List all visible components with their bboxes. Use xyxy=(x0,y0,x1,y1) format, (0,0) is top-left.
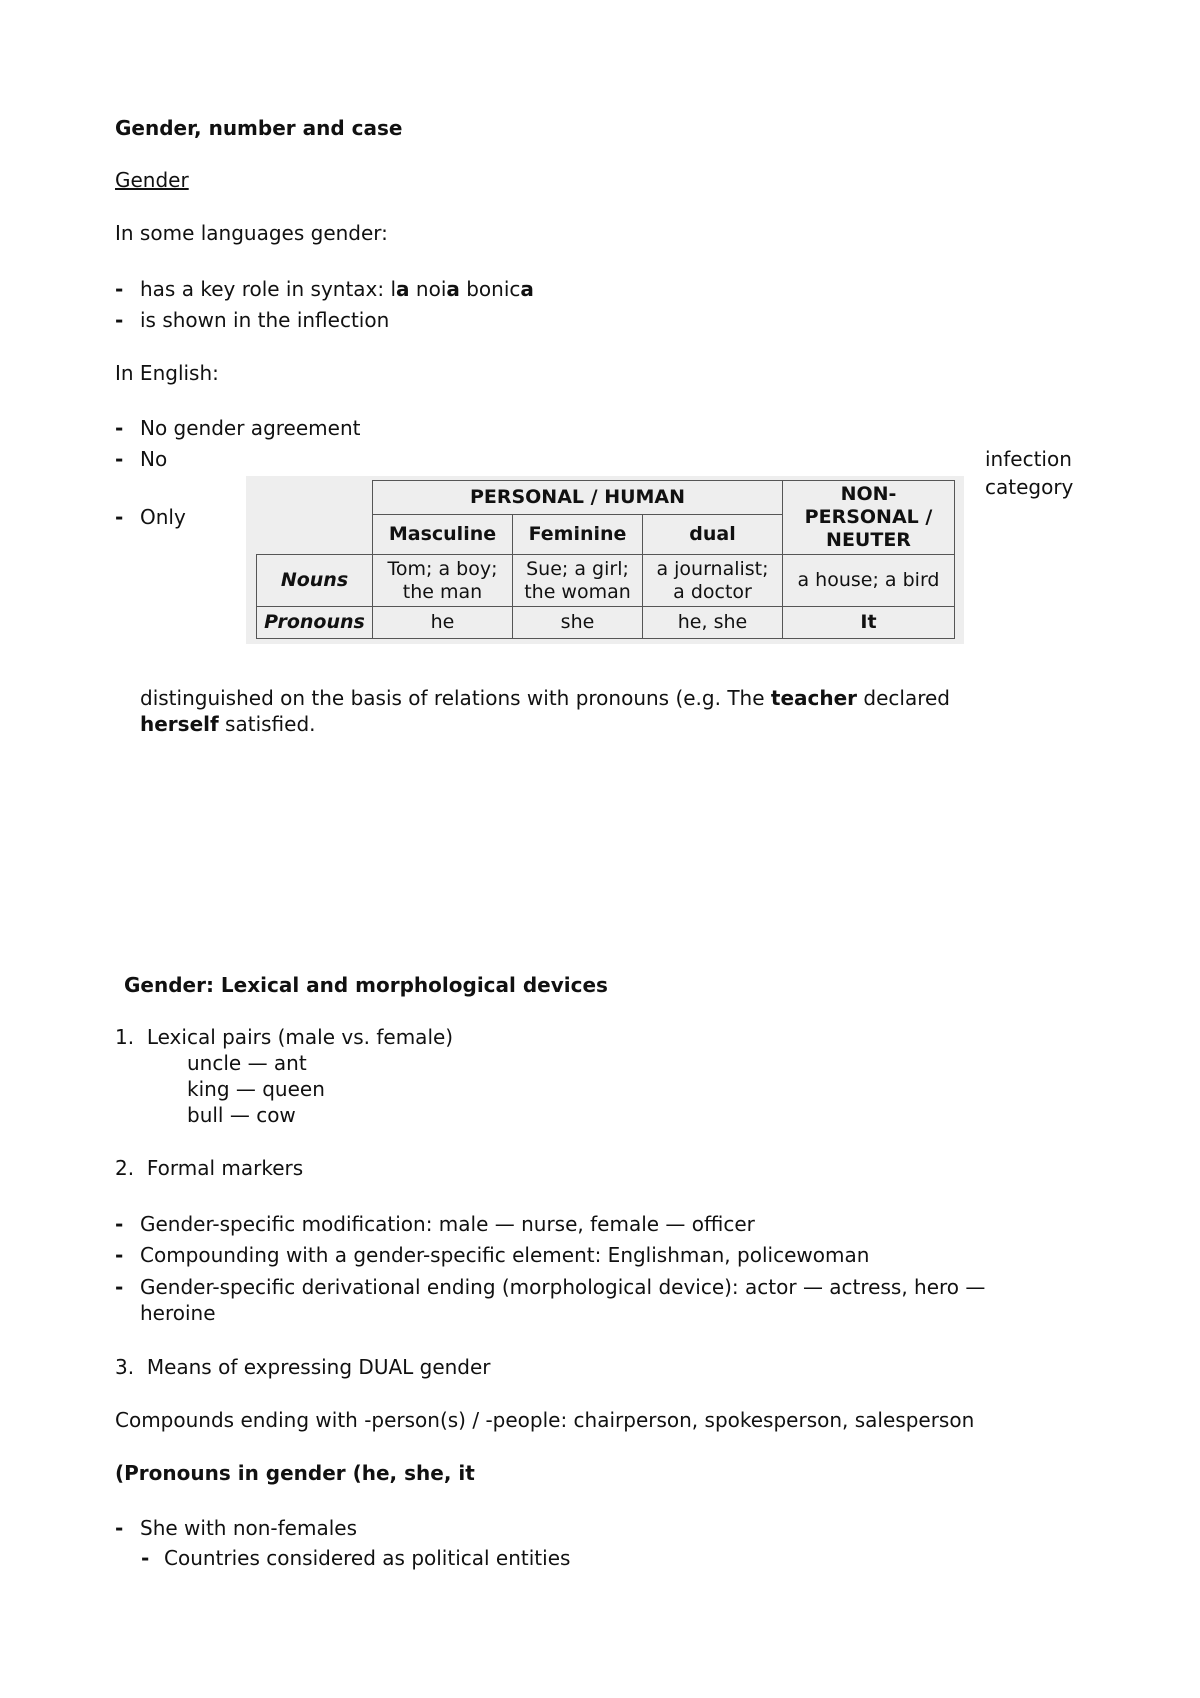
nonpersonal-header: NON- PERSONAL / NEUTER xyxy=(783,481,955,555)
bullet-dash: - xyxy=(115,416,124,440)
bullet-dash: - xyxy=(115,1275,124,1299)
after-table-line-1: distinguished on the basis of relations with pronouns (e.g. The teacher declared xyxy=(140,686,950,710)
dual-header: dual xyxy=(643,515,783,555)
table-cell: a journalist; a doctor xyxy=(643,555,783,607)
right-text-infection: infection xyxy=(985,447,1072,471)
gender-table-image xyxy=(246,476,964,644)
table-cell: he xyxy=(373,607,513,639)
feminine-header: Feminine xyxy=(513,515,643,555)
list-item-inflection: is shown in the inflection xyxy=(140,308,390,332)
numbered-item-3: 3. Means of expressing DUAL gender xyxy=(115,1355,491,1379)
english-label: In English: xyxy=(115,361,219,385)
compounds-text: Compounds ending with -person(s) / -people: chairperson, spokesperson, salesperson xyxy=(115,1408,975,1432)
bullet-dash: - xyxy=(115,1212,124,1236)
list-item-syntax: has a key role in syntax: la noia bonica xyxy=(140,277,534,301)
numbered-item-1: 1. Lexical pairs (male vs. female) xyxy=(115,1025,454,1049)
table-cell: he, she xyxy=(643,607,783,639)
marker-item-continuation: heroine xyxy=(140,1301,216,1325)
table-corner xyxy=(257,515,373,555)
numbered-item-2: 2. Formal markers xyxy=(115,1156,304,1180)
table-row xyxy=(257,607,955,639)
bullet-dash: - xyxy=(115,1516,124,1540)
lexical-pair: king — queen xyxy=(187,1077,325,1101)
lexical-pair: uncle — ant xyxy=(187,1051,307,1075)
list-item-no-agreement: No gender agreement xyxy=(140,416,361,440)
bullet-dash: - xyxy=(115,447,124,471)
list-item-no: No xyxy=(140,447,168,471)
page-title: Gender, number and case xyxy=(115,116,403,140)
marker-item: Gender-specific derivational ending (morphological device): actor — actress, hero — xyxy=(140,1275,986,1299)
table-row xyxy=(257,555,955,607)
bullet-dash: - xyxy=(115,1243,124,1267)
table-cell: a house; a bird xyxy=(783,555,955,607)
list-item-only: Only xyxy=(140,505,186,529)
right-text-category: category xyxy=(985,475,1074,499)
after-table-line-2: herself satisfied. xyxy=(140,712,316,736)
personal-human-header: PERSONAL / HUMAN xyxy=(373,481,783,515)
section-heading-lexical: Gender: Lexical and morphological devices xyxy=(124,973,608,997)
list-item-countries: Countries considered as political entities xyxy=(164,1546,571,1570)
gender-table xyxy=(256,480,955,639)
table-corner xyxy=(257,481,373,515)
table-cell: It xyxy=(783,607,955,639)
marker-item: Compounding with a gender-specific element: Englishman, policewoman xyxy=(140,1243,870,1267)
section-heading-gender: Gender xyxy=(115,168,189,192)
list-item-she: She with non-females xyxy=(140,1516,357,1540)
masculine-header: Masculine xyxy=(373,515,513,555)
bullet-dash: - xyxy=(115,505,124,529)
bullet-dash: - xyxy=(115,308,124,332)
row-label-pronouns: Pronouns xyxy=(257,607,373,639)
intro-text: In some languages gender: xyxy=(115,221,388,245)
bullet-dash: - xyxy=(141,1546,150,1570)
table-cell: she xyxy=(513,607,643,639)
marker-item: Gender-specific modification: male — nurse, female — officer xyxy=(140,1212,755,1236)
bullet-dash: - xyxy=(115,277,124,301)
lexical-pair: bull — cow xyxy=(187,1103,296,1127)
pronouns-heading: (Pronouns in gender (he, she, it xyxy=(115,1461,475,1485)
row-label-nouns: Nouns xyxy=(257,555,373,607)
table-cell: Sue; a girl; the woman xyxy=(513,555,643,607)
table-cell: Tom; a boy; the man xyxy=(373,555,513,607)
